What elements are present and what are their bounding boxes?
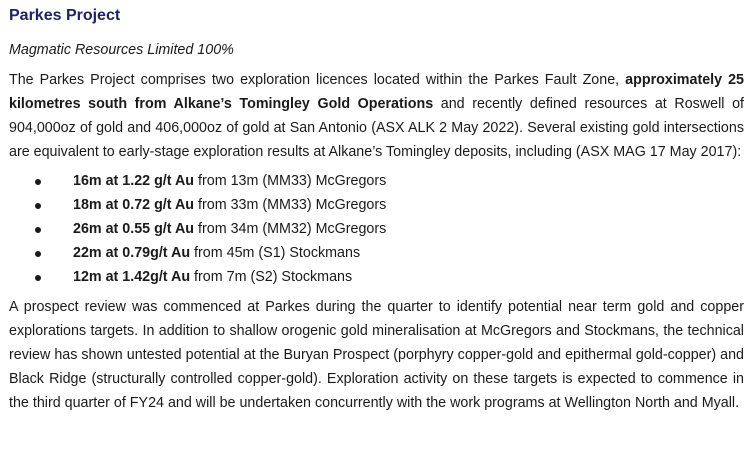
bullet-icon (35, 275, 41, 281)
ownership-subtitle: Magmatic Resources Limited 100% (9, 42, 234, 58)
intersection-detail: from 7m (S2) Stockmans (190, 269, 353, 285)
intro-bold-location: approximately 25 kilometres south from Alkane’s Tomingley Gold Operations (9, 72, 745, 112)
intersection-detail: from 45m (S1) Stockmans (190, 245, 361, 261)
list-item (35, 169, 744, 193)
intersection-grade: 18m at 0.72 g/t Au (73, 197, 195, 213)
bullet-icon (35, 179, 41, 185)
section-title: Parkes Project (9, 7, 121, 24)
list-item (35, 265, 744, 289)
bullet-icon (35, 203, 41, 209)
intersection-grade: 26m at 0.55 g/t Au (73, 221, 195, 237)
intersection-detail: from 33m (MM33) McGregors (194, 197, 387, 213)
list-item (35, 217, 744, 241)
intro-text-after: and recently defined resources at Roswell of 904,000oz of gold and 406,000oz of gold at San Antonio (ASX ALK 2 May 2022). Several existing gold intersections are equivalent to early-stage exploration results at Alkane’s Tomingley deposits, including (ASX MAG 17 May 2017): (9, 96, 744, 160)
intersection-grade: 16m at 1.22 g/t Au (73, 173, 195, 189)
intro-paragraph (9, 68, 744, 164)
bullet-icon (35, 227, 41, 233)
bullet-icon (35, 251, 41, 257)
review-paragraph: A prospect review was commenced at Parkes during the quarter to identify potential near term gold and copper explorations targets. In addition to shallow orogenic gold mineralisation at McGregors and Stockmans, the technical review has shown untested potential at the Buryan Prospect (porphyry copper-gold and epithermal gold-copper) and Black Ridge (structurally controlled copper-gold). Exploration activity on these targets is expected to commence in the third quarter of FY24 and will be undertaken concurrently with the work programs at Wellington North and Myall. (9, 299, 744, 411)
list-item (35, 193, 744, 217)
list-item (35, 241, 744, 265)
intersection-list (9, 169, 744, 289)
intersection-detail: from 34m (MM32) McGregors (194, 221, 387, 237)
intersection-grade: 22m at 0.79g/t Au (73, 245, 191, 261)
intersection-detail: from 13m (MM33) McGregors (194, 173, 387, 189)
intersection-grade: 12m at 1.42g/t Au (73, 269, 191, 285)
intro-text-before: The Parkes Project comprises two exploration licences located within the Parkes Fault Zone, (9, 72, 626, 88)
